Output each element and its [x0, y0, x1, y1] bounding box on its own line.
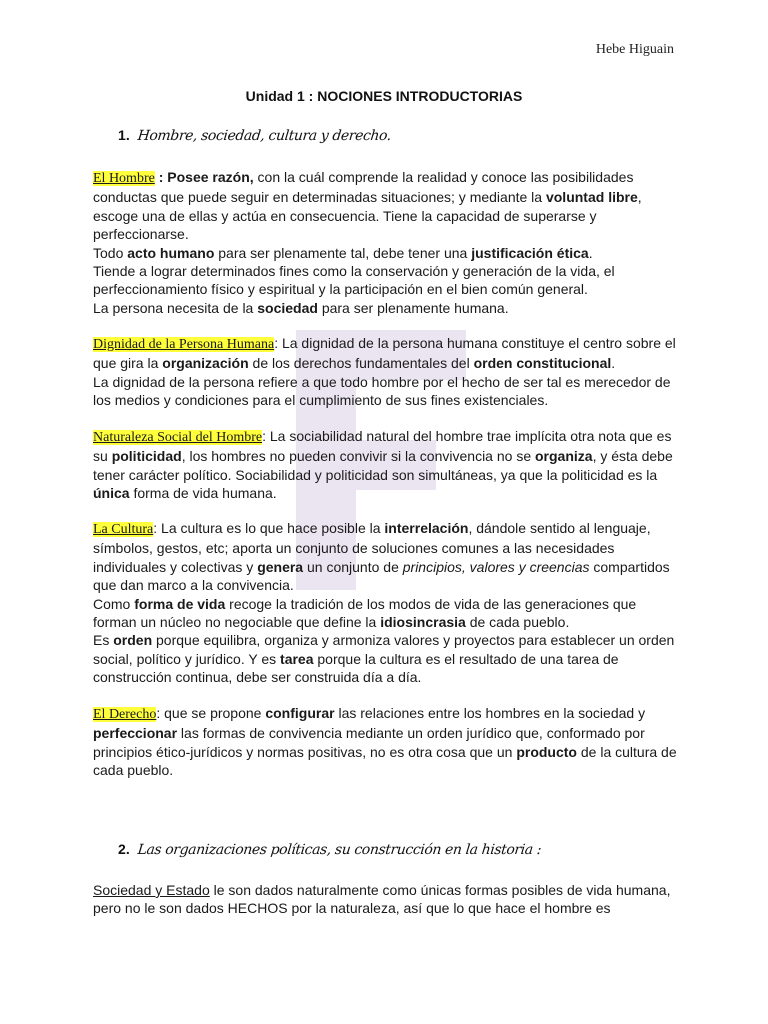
section-dignidad: [93, 334, 683, 410]
paragraph: Todo acto humano para ser plenamente tal, debe tener una justificación ética.: [93, 244, 593, 261]
term-cultura: La Cultura: [93, 522, 154, 537]
section-derecho: [93, 704, 683, 780]
section-sociedad: [93, 881, 683, 918]
page-title: Unidad 1 : NOCIONES INTRODUCTORIAS: [245, 88, 523, 104]
paragraph: El Derecho: que se propone configurar las relaciones entre los hombres en la sociedad y perfeccionar las formas de convivencia mediante un orden jurídico que, conformado por principios ético-jurídicos y normas positivas, no es otra cosa que un producto de la cultura de cada pueblo.: [93, 705, 677, 779]
paragraph: Dignidad de la Persona Humana: La dignidad de la persona humana constituye el centro sobre el que gira la organización de los derechos fundamentales del orden constitucional.: [93, 335, 676, 372]
paragraph: Sociedad y Estado le son dados naturalmente como únicas formas posibles de vida humana, pero no le son dados HECHOS por la naturaleza, así que lo que hace el hombre es: [93, 882, 671, 917]
section-number: 1.: [118, 127, 130, 143]
paragraph: La persona necesita de la sociedad para ser plenamente humana.: [93, 299, 509, 316]
paragraph: Naturaleza Social del Hombre: La sociabilidad natural del hombre trae implícita otra nota que es su politicidad, los hombres no pueden convivir si la convivencia no se organiza, y ésta debe tener carácter político. Sociabilidad y politicidad son simultáneas, ya que la politicidad es la única forma de vida humana.: [93, 428, 673, 502]
paragraph: Es orden porque equilibra, organiza y armoniza valores y proyectos para establecer un orden social, político y jurídico. Y es tarea porque la cultura es el resultado de una tarea de construcción continua, debe ser construida día a día.: [93, 632, 675, 686]
section-title: Hombre, sociedad, cultura y derecho.: [136, 128, 392, 144]
term-el-hombre: El Hombre: [93, 171, 155, 186]
term-sociedad: Sociedad y Estado: [93, 882, 210, 898]
paragraph: La Cultura: La cultura es lo que hace posible la interrelación, dándole sentido al lenguaje, símbolos, gestos, etc; aporta un conjunto de soluciones comunes a las necesidades individuales y colectivas y genera un conjunto de principios, valores y creencias compartidos que dan marco a la convivencia.: [93, 520, 670, 594]
term-dignidad: Dignidad de la Persona Humana: [93, 337, 275, 352]
section-1-heading: [117, 127, 392, 144]
paragraph: Como forma de vida recoge la tradición de los modos de vida de las generaciones que forman un núcleo no negociable que define la idiosincrasia de cada pueblo.: [93, 595, 637, 631]
section-hombre: [93, 168, 683, 317]
section-naturaleza: [93, 427, 683, 503]
section-cultura: [93, 519, 683, 687]
paragraph: Tiende a lograr determinados fines como la conservación y generación de la vida, el perfeccionamiento físico y espiritual y la participación en el bien común general.: [93, 263, 615, 298]
section-title: Las organizaciones políticas, su construcción en la historia :: [136, 842, 542, 858]
paragraph: El Hombre : Posee razón, con la cuál comprende la realidad y conoce las posibilidades conductas que puede seguir en determinadas situaciones; y mediante la voluntad libre, escoge una de ellas y actúa en consecuencia. Tiene la capacidad de superarse y perfeccionarse.: [93, 169, 642, 243]
term-derecho: El Derecho: [93, 707, 157, 722]
term-naturaleza: Naturaleza Social del Hombre: [93, 430, 263, 445]
section-number: 2.: [118, 841, 130, 857]
author-name: Hebe Higuain: [595, 42, 674, 57]
paragraph: La dignidad de la persona refiere a que todo hombre por el hecho de ser tal es merecedor de los medios y condiciones para el cumplimiento de sus fines existenciales.: [93, 373, 671, 409]
section-2-heading: [117, 841, 542, 858]
